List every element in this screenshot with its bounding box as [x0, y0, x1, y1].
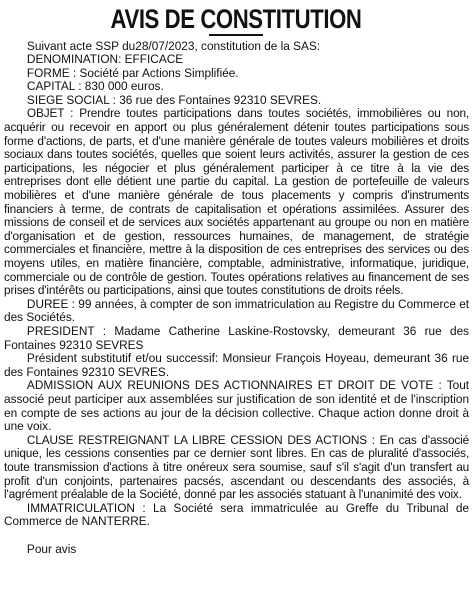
- notice-siege-social: SIEGE SOCIAL : 36 rue des Fontaines 92310 SEVRES.: [26, 92, 322, 107]
- notice-capital: CAPITAL : 830 000 euros.: [26, 79, 164, 94]
- title-underline: [209, 34, 263, 36]
- notice-president-substitutif: Président substitutif et/ou successif: Monsieur François Hoyeau, demeurant 36 rue des Fontaines 92310 SEVRES.: [4, 351, 470, 379]
- notice-admission-vote: ADMISSION AUX REUNIONS DES ACTIONNAIRES ET DROIT DE VOTE : Tout associé peut participer aux assemblées sur justification de son identité et de l'inscription en compte de ses actions au jour de la décision collective. Chaque action donne droit à une voix.: [4, 378, 470, 434]
- notice-closing: Pour avis: [26, 541, 77, 556]
- notice-intro: Suivant acte SSP du28/07/2023, constitution de la SAS:: [26, 38, 321, 53]
- notice-title: AVIS DE CONSTITUTION: [110, 4, 362, 34]
- notice-forme: FORME : Société par Actions Simplifiée.: [26, 65, 239, 80]
- notice-objet: OBJET : Prendre toutes participations dans toutes sociétés, immobilières ou non, acquérir ou recevoir en apport ou plus généralement détenir toutes participations sous forme d'actions, de parts, et d'une manière générale de toutes valeurs mobilières et droits sociaux dans toutes sociétés, quelles que soient leurs activités, assurer la gestion de ces participations, les négocier et plus généralement participer à ce titre à la vie des entreprises dont elle détient une partie du capital. La gestion de portefeuille de valeurs mobilières et d'une manière générale de tous placements y compris d'instruments financiers à terme, de contrats de capitalisation et opérations assimilées. Assurer des missions de conseil et de services aux sociétés appartenant au groupe ou non en matière d'organisation et de gestion, ressources humaines, de management, de stratégie commerciales et financière, mettre à la disposition de ces entreprises des services ou des moyens utiles, en matière financière, comptable, administrative, informatique, juridique, commerciale ou de contrôle de gestion. Toutes opérations relatives au financement de ses prises d'intérêts ou participations, ainsi que toutes constitutions de droits réels.: [4, 106, 470, 298]
- notice-president: PRESIDENT : Madame Catherine Laskine-Rostovsky, demeurant 36 rue des Fontaines 92310 SEVRES: [4, 323, 470, 352]
- notice-clause-cession: CLAUSE RESTREIGNANT LA LIBRE CESSION DES ACTIONS : En cas d'associé unique, les cessions consenties par ce dernier sont libres. En cas de pluralité d'associés, toute transmission d'actions à titre onéreux sera soumise, sauf s'il s'agit d'un transfert au profit d'un conjoints, partenaires pacsés, ascendant ou descendants des associés, à l'agrément préalable de la Société, donné par les associés statuant à l'unanimité des voix.: [4, 432, 470, 502]
- notice-duree: DUREE : 99 années, à compter de son immatriculation au Registre du Commerce et des Sociétés.: [4, 296, 470, 325]
- notice-immatriculation: IMMATRICULATION : La Société sera immatriculée au Greffe du Tribunal de Commerce de NANTERRE.: [4, 500, 470, 529]
- notice-denomination: DENOMINATION: EFFICACE: [26, 52, 184, 67]
